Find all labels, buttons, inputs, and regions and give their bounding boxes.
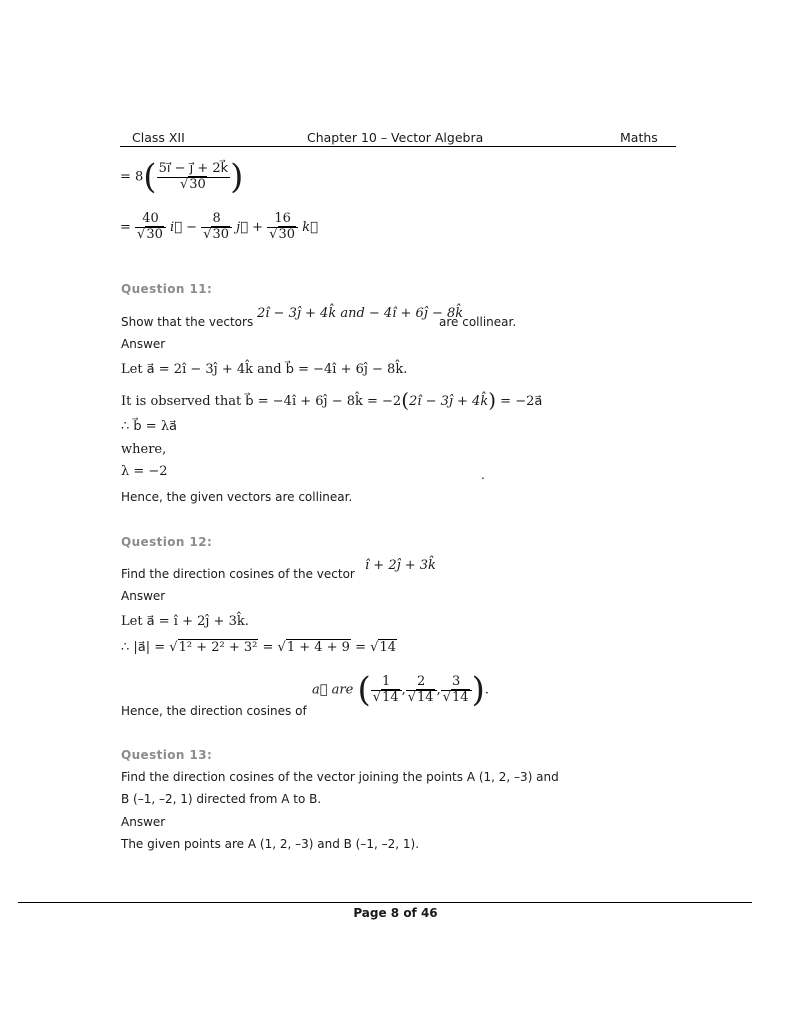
question-12-math: î + 2ĵ + 3k̂ [365,558,436,573]
question-12-answer-label: Answer [121,589,166,603]
equation-line-1: = 8( $\frac{5i⃗ - j⃗ + 2k⃗}{√30}$ ) [120,157,244,197]
question-11-line-1: Let a⃗ = 2î − 3ĵ + 4k̂ and b⃗ = −4î + 6ĵ − 8k̂. [121,362,408,377]
question-11-line-2: It is observed that b⃗ = −4î + 6ĵ − 8k̂ = −2(2î − 3ĵ + 4k̂) = −2a⃗ [121,388,543,412]
footer-rule [18,902,752,903]
question-13-answer-label: Answer [121,815,166,829]
question-13-answer-line-1: The given points are A (1, 2, –3) and B (–1, –2, 1). [121,837,420,851]
question-11-line-5: λ = −2 [121,464,168,479]
question-12-conclusion: Hence, the direction cosines of [121,704,307,718]
question-11-line-4: where, [121,442,167,457]
header-subject: Maths [620,130,658,145]
header-rule [120,146,676,147]
question-12-prefix: Find the direction cosines of the vector [121,567,355,581]
question-11-heading: Question 11: [121,282,213,296]
question-13-heading: Question 13: [121,748,213,762]
question-13-line-1: Find the direction cosines of the vector joining the points A (1, 2, –3) and [121,770,559,784]
stray-dot: . [481,468,485,482]
question-12-line-2: ∴ |a⃗| = √1² + 2² + 3² = √1 + 4 + 9 = √14 [121,640,396,655]
equation-line-2: = $\frac{40}{√30}$ i⃗ − $\frac{8}{√30}$ j⃗ + $\frac{16}{√30}$ k⃗ [120,211,318,242]
page-number: Page 8 of 46 [353,906,438,920]
question-12-heading: Question 12: [121,535,213,549]
question-11-line-3: ∴ b⃗ = λa⃗ [121,419,178,434]
direction-cosines-expression: a⃗ are ( $\frac{1}{√14}$ , $\frac{2}{√14}$ , $\frac{3}{√14}$ ). [312,670,489,710]
question-12-line-1: Let a⃗ = î + 2ĵ + 3k̂. [121,614,249,629]
question-11-math: 2î − 3ĵ + 4k̂ and − 4î + 6ĵ − 8k̂ [257,306,464,321]
question-11-conclusion: Hence, the given vectors are collinear. [121,490,353,504]
question-11-answer-label: Answer [121,337,166,351]
question-13-line-2: B (–1, –2, 1) directed from A to B. [121,792,322,806]
question-11-suffix: are collinear. [439,315,517,329]
question-11-prefix: Show that the vectors [121,315,254,329]
header-class: Class XII [132,130,185,145]
header-chapter: Chapter 10 – Vector Algebra [307,130,484,145]
